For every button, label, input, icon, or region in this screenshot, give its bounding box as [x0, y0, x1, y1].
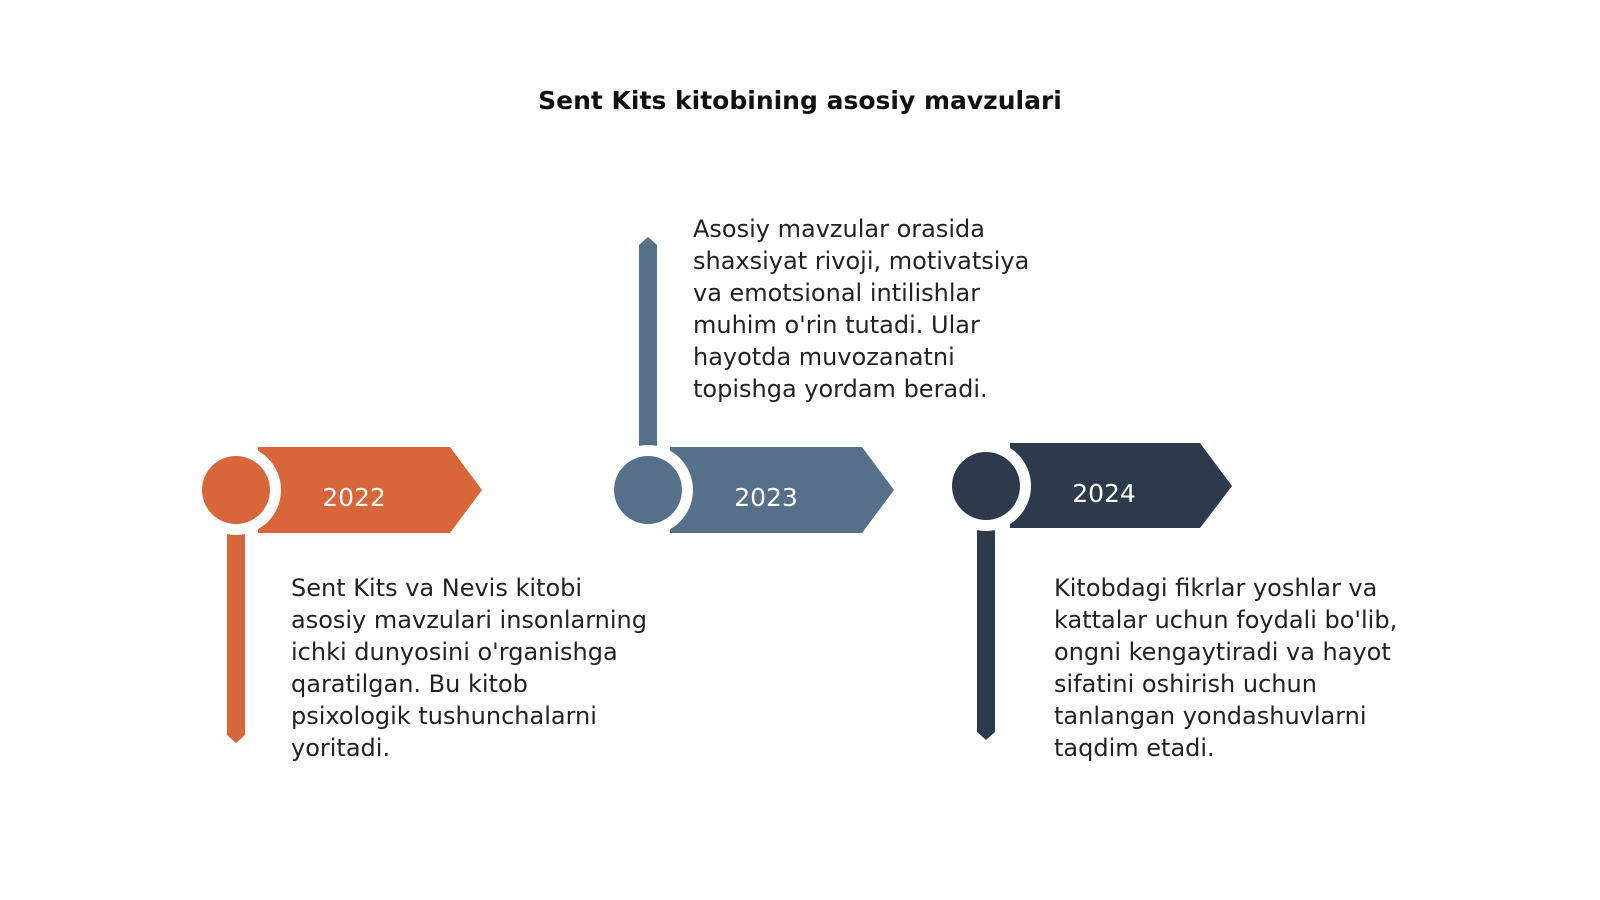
connector-stem [227, 525, 245, 743]
milestone-circle [202, 456, 270, 524]
year-label: 2023 [734, 483, 798, 512]
year-label: 2024 [1072, 479, 1136, 508]
connector-stem [977, 525, 995, 740]
milestone-circle [614, 456, 682, 524]
diagram-title: Sent Kits kitobining asosiy mavzulari [538, 86, 1062, 115]
milestone-description-2024: Kitobdagi fikrlar yoshlar va kattalar uchun foydali bo'lib, ongni kengaytiradi va hayot sifatini oshirish uchun tanlangan yondashuvlarni taqdim etadi. [1054, 574, 1398, 762]
milestone-circle [952, 452, 1020, 520]
connector-stem [639, 237, 657, 452]
milestone-description-2023: Asosiy mavzular orasida shaxsiyat rivoji, motivatsiya va emotsional intilishlar muhim o'rin tutadi. Ular hayotda muvozanatni topishga yordam beradi. [693, 215, 1030, 403]
milestone-description-2022: Sent Kits va Nevis kitobi asosiy mavzulari insonlarning ichki dunyosini o'rganishga qaratilgan. Bu kitob psixologik tushunchalarni yoritadi. [291, 574, 647, 762]
year-label: 2022 [322, 483, 386, 512]
